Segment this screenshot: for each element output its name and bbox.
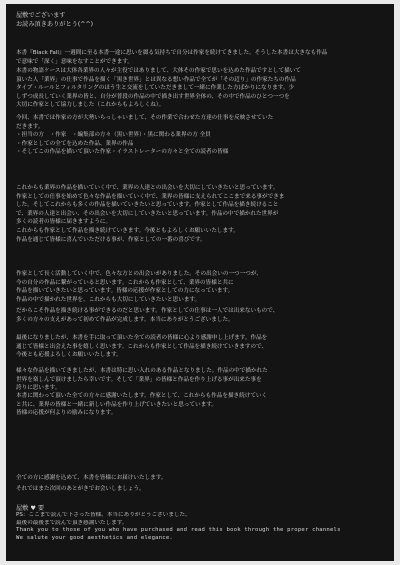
signature: 屋敷 ♥ 要: [16, 505, 45, 512]
text-line: だからこそ作品を描き続ける事ができるのだと思います。作家としての仕事は一人では出来ないもので、: [16, 308, 279, 314]
paragraph: [16, 474, 384, 483]
paragraph: [16, 270, 384, 304]
text-line: 今の自分の作品に繋がっていると思います。これからも作家として、業界の皆様と共に: [16, 279, 234, 286]
paragraph: [16, 184, 384, 244]
text-line: 今回、本書では作家の方が大勢いらっしゃいまして、その作業で合わせた方達の仕事を反映させていた: [16, 115, 274, 121]
text-line: 本書『Black Fall』一週間に至る本書一途に思いを綴る気持ちで自分は作家を続けてきました。そうした本書は大きなも作品: [16, 50, 328, 56]
text-line: 誇りに思います。: [16, 385, 61, 392]
footer-en-line-1: Thank you to those of you who have purchased and read this book through the proper channels: [16, 527, 341, 534]
afterword-page: [6, 4, 394, 561]
paragraph: [16, 67, 384, 110]
text-line: 全ての方に感謝を込めて、本書を皆様にお届けいたします。: [16, 475, 167, 481]
text-line: これからも業界の作品を描いていく中で、業界の人達との出会いを大切にしていきたいと思っています。: [16, 185, 279, 191]
text-line: 作家としての仕事を始めて色々な作品を描いていく中で、業界の皆様に支えられてここまで来る事ができま: [16, 193, 285, 200]
text-line: 通じて皆様と出会えた事を嬉しく思います。これからも作家として作品を描き続けていきますので、: [16, 343, 268, 350]
text-line: 本書に関わって頂いた全ての方々に感謝いたします。作家として、これからも作品を描き続けていく: [16, 393, 268, 399]
text-line: 最後になりましたが、本書を手に取って頂いた全ての読者の皆様に心より感謝申し上げます。作品を: [16, 335, 268, 341]
paragraph: [16, 114, 384, 157]
paragraph: [16, 334, 384, 360]
text-line: タイプ・ルールとフィルタリングのほう生と交流をしていただきまして一緒に作業した方ばかりになります。少: [16, 85, 295, 92]
paragraph: [16, 49, 384, 66]
text-line: で、業界の人達と出会い、その出会いを大切にしていきたいと思っています。作品の中で描かれた世界が: [16, 210, 279, 217]
paragraph: [16, 367, 384, 393]
paragraph: [16, 392, 384, 418]
text-line: だきます。: [16, 123, 44, 130]
text-line: 多くの方々の支えがあって初めて作品が完成します。本当にありがとうございました。: [16, 316, 234, 323]
text-line: した。そしてこれからも多くの作品を描いていきたいと思っています。作家として作品を描き続けること: [16, 202, 279, 209]
text-line: ・担当の方 ・作家 ・編集部の方々（黒い世界）・黒に関わる業界の方 全員: [16, 132, 211, 139]
paragraph: [16, 485, 384, 494]
footer-en-line-2: We salute your good aesthetics and elegance.: [16, 534, 173, 541]
header-line-2: お読み頂きありがとう(^^): [16, 21, 94, 28]
text-line: 作品を描いていきたいと思っています。皆様の応援が作家としての力になっています。: [16, 288, 234, 295]
text-line: 様々な作品を描いてきましたが、本書は特に思い入れのある作品となりました。作品の中で描かれた: [16, 368, 268, 374]
text-line: 頂いた人「業界」の仕事で作品を描く「黒き世界」とは異なる想い作品で全てが「その辺り」の作家たちの作品: [16, 76, 296, 83]
text-line: これからも作家として作品を描き続けていきます。今後ともよろしくお願いいたします。: [16, 227, 239, 234]
text-line: 作品の中で描かれた世界を、これからも大切にしていきたいと思います。: [16, 296, 201, 303]
footer-jp-line-1: PS：ここまで読んで下さった皆様、本当にありがとうございました。: [16, 512, 191, 518]
paragraph: [16, 307, 384, 324]
text-line: 本書の物語ケースは大体各業界の人々が主役ではありまして、大体その作家で思いを込めた作品ですとして描いて: [16, 68, 301, 74]
text-line: 作家として長く活動していく中で、色々な方との出会いがありました。その出会いの一つ一つが、: [16, 271, 263, 277]
text-line: で意味で「深く」意味をなすことができます。: [16, 58, 134, 65]
text-line: 今後とも応援よろしくお願いいたします。: [16, 352, 122, 359]
text-line: ・作家としての全てを込めた作品、業界の作品: [16, 140, 134, 147]
text-line: それではまた次回のあとがきでお会いしましょう。: [16, 486, 145, 492]
text-line: ・そしてこの作品を描いて頂いた作家・イラストレーターの方々と全ての読者の皆様: [16, 149, 229, 156]
text-line: 作品を通じて皆様に喜んでいただける事が、作家としての一番の喜びです。: [16, 236, 206, 243]
text-line: 多くの読者の皆様に届きますように。: [16, 219, 112, 226]
text-line: 世界を楽しんで頂けましたら幸いです。そして「業界」の皆様と作品を作り上げる事が出来た事を: [16, 376, 262, 383]
header-line-1: 屋敷でございます: [16, 12, 66, 19]
footer-jp-line-2: 最後の最後まで読んで頂き感謝いたします。: [16, 519, 128, 526]
text-line: しずつ成長していく業界の皆と、自分が普段の作品の中で描き出す世界全体の、その中で作品のひとつ一つを: [16, 93, 290, 100]
text-line: 皆様の応援が何よりの励みになります。: [16, 410, 117, 417]
text-line: と共に、業界の皆様と一緒に新しい作品を作り上げていきたいと思っています。: [16, 401, 217, 408]
text-line: 大切に作家として協力しました（これからもよろしくね）。: [16, 102, 165, 109]
footer: [16, 512, 386, 542]
